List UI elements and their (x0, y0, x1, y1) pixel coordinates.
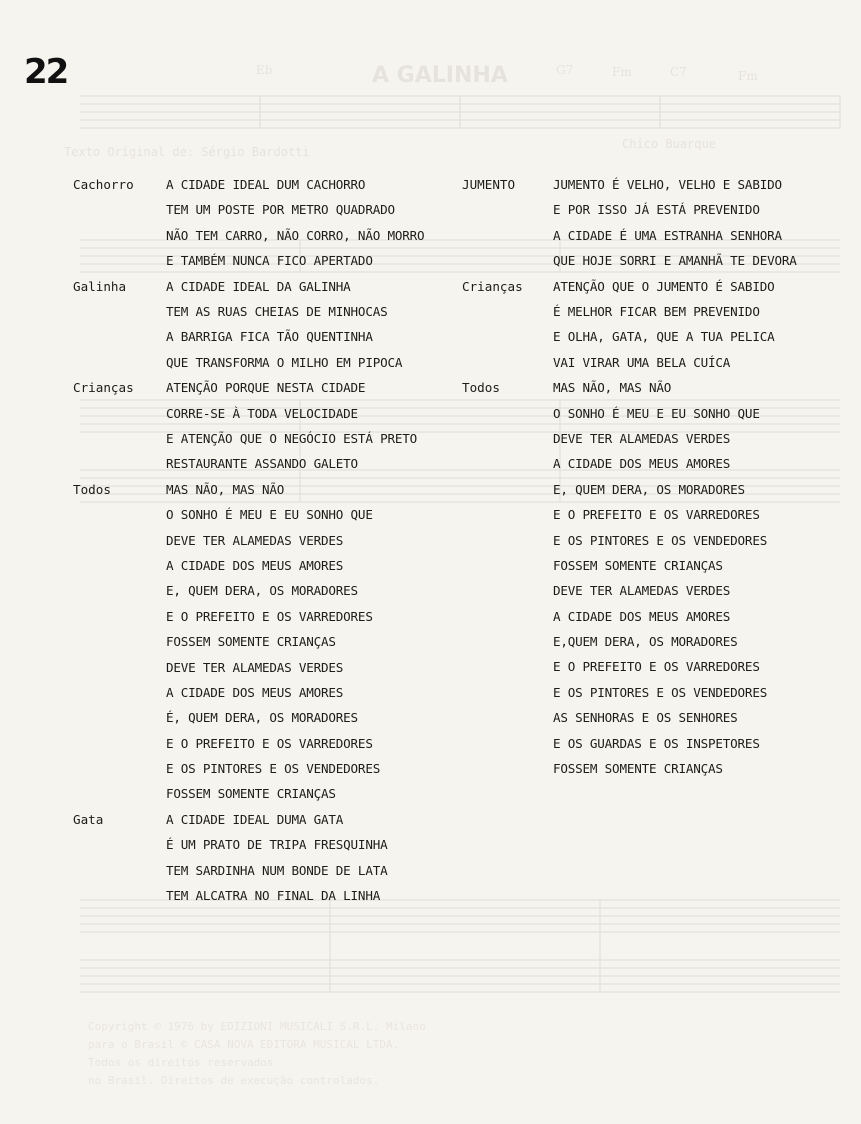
lyric-line: O SONHO É MEU E EU SONHO QUE (166, 507, 373, 523)
show-through-chord-5: Eb (256, 63, 273, 77)
verse-todos-2 (553, 375, 767, 781)
lyric-line: E TAMBÉM NUNCA FICO APERTADO (166, 253, 373, 269)
speaker-label-todos-2: Todos (462, 380, 500, 396)
lyric-line: CORRE-SE À TODA VELOCIDADE (166, 405, 358, 421)
lyric-line: E,QUEM DERA, OS MORADORES (553, 634, 738, 650)
lyric-line: E, QUEM DERA, OS MORADORES (553, 481, 745, 497)
lyric-line: MAS NÃO, MAS NÃO (553, 380, 672, 396)
lyric-line: RESTAURANTE ASSANDO GALETO (166, 456, 358, 472)
lyric-line: E O PREFEITO E OS VARREDORES (553, 507, 760, 523)
speaker-label-gata: Gata (73, 812, 104, 827)
lyric-line: FOSSEM SOMENTE CRIANÇAS (553, 761, 723, 777)
lyric-line: E O PREFEITO E OS VARREDORES (553, 659, 760, 675)
show-through-chord-2: Fm (612, 65, 632, 79)
lyric-line: FOSSEM SOMENTE CRIANÇAS (553, 557, 723, 573)
lyric-line: TEM ALCATRA NO FINAL DA LINHA (166, 888, 381, 904)
lyric-line: E POR ISSO JÁ ESTÁ PREVENIDO (553, 202, 760, 218)
lyric-line: A CIDADE IDEAL DUMA GATA (166, 812, 344, 827)
verse-criancas-2 (553, 274, 774, 376)
verse-todos (166, 477, 380, 807)
show-through-chord-4: Fm (738, 69, 758, 83)
show-through-copyright-1: Copyright © 1976 by EDIZIONI MUSICALI S.R.L. Milano (88, 1020, 426, 1033)
lyric-line: A CIDADE DOS MEUS AMORES (553, 608, 731, 624)
lyric-line: E ATENÇÃO QUE O NEGÓCIO ESTÁ PRETO (166, 430, 417, 446)
lyric-line: DEVE TER ALAMEDAS VERDES (553, 583, 731, 599)
lyric-line: FOSSEM SOMENTE CRIANÇAS (166, 634, 336, 650)
lyric-line: DEVE TER ALAMEDAS VERDES (166, 532, 344, 548)
lyric-line: E, QUEM DERA, OS MORADORES (166, 583, 358, 599)
lyric-line: MAS NÃO, MAS NÃO (166, 481, 285, 497)
lyric-line: VAI VIRAR UMA BELA CUÍCA (553, 354, 731, 370)
lyric-line: DEVE TER ALAMEDAS VERDES (553, 430, 731, 446)
verse-jumento (553, 172, 797, 274)
lyric-line: A CIDADE DOS MEUS AMORES (166, 684, 344, 700)
show-through-chord-3: G7 (556, 63, 574, 77)
speaker-label-cachorro: Cachorro (73, 177, 134, 192)
lyric-line: A CIDADE É UMA ESTRANHA SENHORA (553, 227, 782, 243)
lyric-line: JUMENTO É VELHO, VELHO E SABIDO (553, 177, 782, 192)
lyric-line: É, QUEM DERA, OS MORADORES (166, 710, 358, 726)
lyric-line: E OLHA, GATA, QUE A TUA PELICA (553, 329, 775, 345)
show-through-chord-1: C7 (670, 65, 687, 79)
lyric-line: QUE TRANSFORMA O MILHO EM PIPOCA (166, 354, 403, 370)
speaker-label-todos: Todos (73, 481, 111, 497)
lyric-line: TEM AS RUAS CHEIAS DE MINHOCAS (166, 303, 388, 319)
verse-galinha (166, 274, 402, 376)
lyric-line: E O PREFEITO E OS VARREDORES (166, 608, 373, 624)
lyric-line: E OS PINTORES E OS VENDEDORES (553, 684, 768, 700)
lyric-line: E OS PINTORES E OS VENDEDORES (553, 532, 768, 548)
verse-criancas (166, 375, 417, 477)
page-number: 22 (24, 52, 68, 92)
lyric-line: A BARRIGA FICA TÃO QUENTINHA (166, 329, 373, 345)
show-through-copyright-4: no Brasil. Direitos de execução controlados. (88, 1074, 380, 1087)
lyric-line: E OS GUARDAS E OS INSPETORES (553, 735, 760, 751)
lyric-line: E O PREFEITO E OS VARREDORES (166, 735, 373, 751)
show-through-credits-right: Chico Buarque (622, 137, 716, 151)
lyric-line: A CIDADE IDEAL DA GALINHA (166, 278, 351, 294)
speaker-label-galinha: Galinha (73, 278, 127, 294)
verse-gata (166, 807, 387, 909)
lyric-line: TEM SARDINHA NUM BONDE DE LATA (166, 862, 388, 878)
lyric-line: A CIDADE DOS MEUS AMORES (553, 456, 731, 472)
lyric-line: O SONHO É MEU E EU SONHO QUE (553, 405, 760, 421)
lyric-line: A CIDADE DOS MEUS AMORES (166, 557, 344, 573)
lyric-line: DEVE TER ALAMEDAS VERDES (166, 659, 344, 675)
lyric-line: QUE HOJE SORRI E AMANHÃ TE DEVORA (553, 253, 797, 269)
show-through-copyright-3: Todos os direitos reservados (88, 1056, 274, 1069)
lyric-line: É UM PRATO DE TRIPA FRESQUINHA (166, 837, 388, 853)
show-through-title: A GALINHA (372, 63, 508, 88)
lyric-line: TEM UM POSTE POR METRO QUADRADO (166, 202, 395, 218)
speaker-label-criancas-2: Crianças (462, 278, 523, 294)
lyric-line: ATENÇÃO QUE O JUMENTO É SABIDO (553, 278, 775, 294)
lyric-line: AS SENHORAS E OS SENHORES (553, 710, 738, 726)
show-through-copyright-2: para o Brasil © CASA NOVA EDITORA MUSICAL LTDA. (88, 1038, 400, 1051)
speaker-label-criancas: Crianças (73, 380, 134, 396)
lyric-line: É MELHOR FICAR BEM PREVENIDO (553, 303, 760, 319)
lyric-line: FOSSEM SOMENTE CRIANÇAS (166, 786, 336, 802)
lyric-line: NÃO TEM CARRO, NÃO CORRO, NÃO MORRO (166, 227, 425, 243)
lyric-line: E OS PINTORES E OS VENDEDORES (166, 761, 381, 777)
lyric-line: A CIDADE IDEAL DUM CACHORRO (166, 177, 366, 192)
show-through-credits-left: Texto Original de: Sérgio Bardotti (64, 145, 310, 159)
verse-cachorro (166, 172, 424, 274)
lyric-line: ATENÇÃO PORQUE NESTA CIDADE (166, 380, 366, 396)
speaker-label-jumento: JUMENTO (462, 177, 516, 192)
